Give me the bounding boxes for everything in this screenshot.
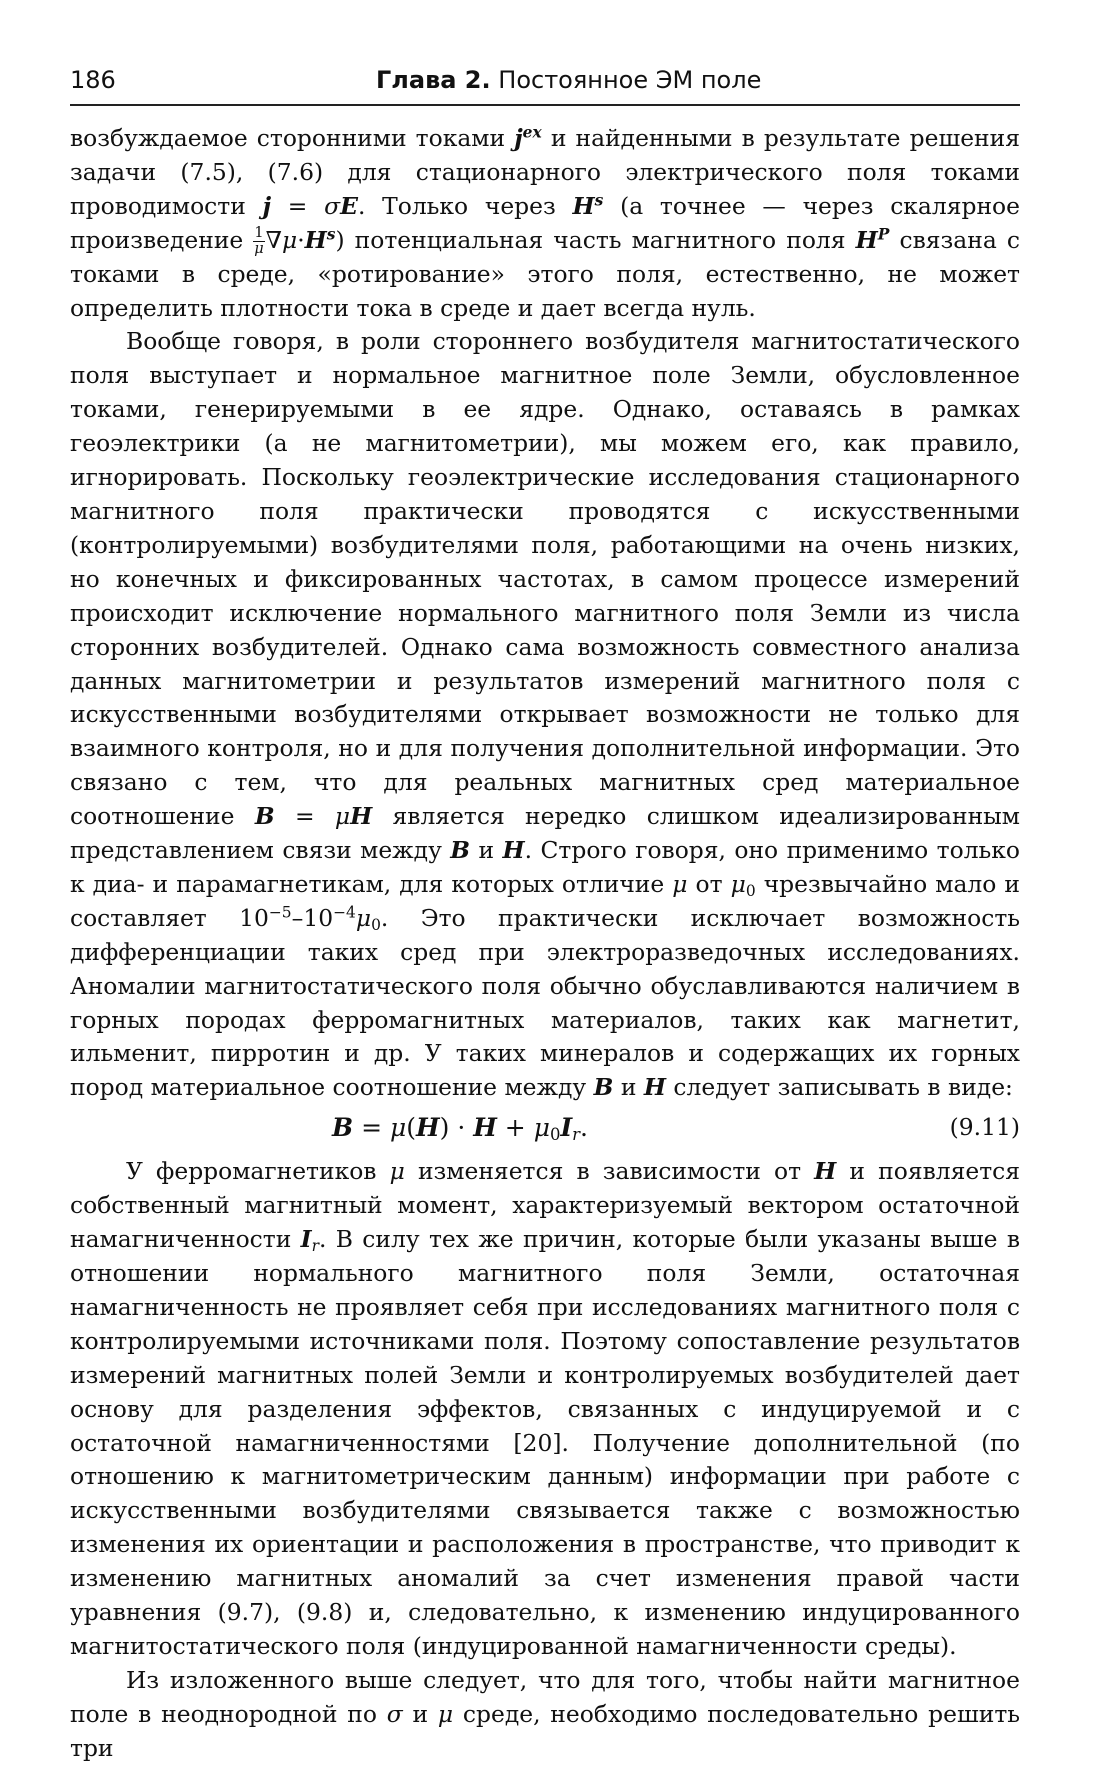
paragraph-3: У ферромагнетиков μ изменяется в зависимости от H и появляется собственный магнитный момент, характеризуемый вектором остаточной намагниченности $I_r$. В силу тех же причин, которые были указаны выше в отношении нормального магнитного поля Земли, остаточная намагниченность не проявляет себя при исследованиях магнитного поля с контролируемыми источниками поля. Поэтому сопоставление результатов измерений магнитных полей Земли и контролируемых возбудителей дает основу для разделения эффектов, связанных с индуцируемой и с остаточной намагниченностями [20]. Получение дополнительной (по отношению к магнитометрическим данным) информации при работе с искусственными возбудителями связывается также с возможностью изменения их ориентации и расположения в пространстве, что приводит к изменению магнитных аномалий за счет изменения правой части уравнения (9.7), (9.8) и, следовательно, к изменению индуцированного магнитостатического поля (индуцированной намагниченности среды). xyxy=(70,1157,1021,1660)
field-Hs: $H^s$ xyxy=(572,191,604,220)
equation-9-11 xyxy=(70,1109,1020,1153)
running-head xyxy=(70,62,1020,102)
paragraph-4: Из изложенного выше следует, что для того, чтобы найти магнитное поле в неоднородной по σ и μ среде, необходимо последовательно решить три xyxy=(70,1665,1020,1762)
paragraph-2: Вообще говоря, в роли стороннего возбудителя магнитостатического поля выступает и нормальное магнитное поле Земли, обусловленное токами, генерируемыми в ее ядре. Однако, оставаясь в рамках геоэлектрики (а не магнитометрии), мы можем его, как правило, игнорировать. Поскольку геоэлектрические исследования стационарного магнитного поля практически проводятся с искусственными (контролируемыми) возбудителями поля, работающими на очень низких, но конечных и фиксированных частотах, в самом процессе измерений происходит исключение нормального магнитного поля Земли из числа сторонних возбудителей. Однако сама возможность совместного анализа данных магнитометрии и результатов измерений магнитного поля с искусственными возбудителями открывает возможности не только для взаимного контроля, но и для получения дополнительной информации. Это связано с тем, что для реальных магнитных сред материальное соотношение B = μH является нередко слишком идеализированным представлением связи между B и H. Строго говоря, оно применимо только к диа- и парамагнетикам, для которых отличие μ от $\mu_0$ чрезвычайно мало и составляет $10^{-5}-10^{-4}\mu_0$. Это практически исключает возможность дифференциации таких сред при электроразведочных исследованиях. Аномалии магнитостатического поля обычно обуславливаются наличием в горных породах ферромагнитных материалов, таких как магнетит, ильменит, пирротин и др. У таких минералов и содержащих их горных пород материальное соотношение между B и H следует записывать в виде: xyxy=(70,327,1020,1102)
paragraph-1: возбуждаемое сторонними токами $j^{ex}$ и найденными в результате решения задачи (7.5), (7.6) для стационарного электрического поля токами проводимости j = σE. Только через $H^s$ (а точнее — через скалярное произведение $\frac{1}{\mu}$ $\nabla\mu\cdot H^s$) потенциальная часть магнитного поля $H^P$ связана с токами в среде, «ротирование» этого поля, естественно, не может определить плотности тока в среде и дает всегда нуль. xyxy=(70,123,1020,322)
page-number: 186 xyxy=(70,66,116,94)
fraction-1-over-mu: $\frac{1}{\mu}$ xyxy=(254,225,264,257)
body-text xyxy=(70,122,1020,1766)
chapter-name: Постоянное ЭМ поле xyxy=(498,66,762,94)
equation-body: $B = \mu(H) \cdot H + \mu_0I_r$. xyxy=(332,1113,588,1145)
field-Hp: $H^P$ xyxy=(855,225,890,254)
equation-number: (9.11) xyxy=(949,1113,1020,1142)
header-rule xyxy=(70,104,1020,106)
chapter-title xyxy=(376,66,761,94)
chapter-label: Глава 2. xyxy=(376,66,491,94)
current-j-ex: $j^{ex}$ xyxy=(514,123,542,152)
